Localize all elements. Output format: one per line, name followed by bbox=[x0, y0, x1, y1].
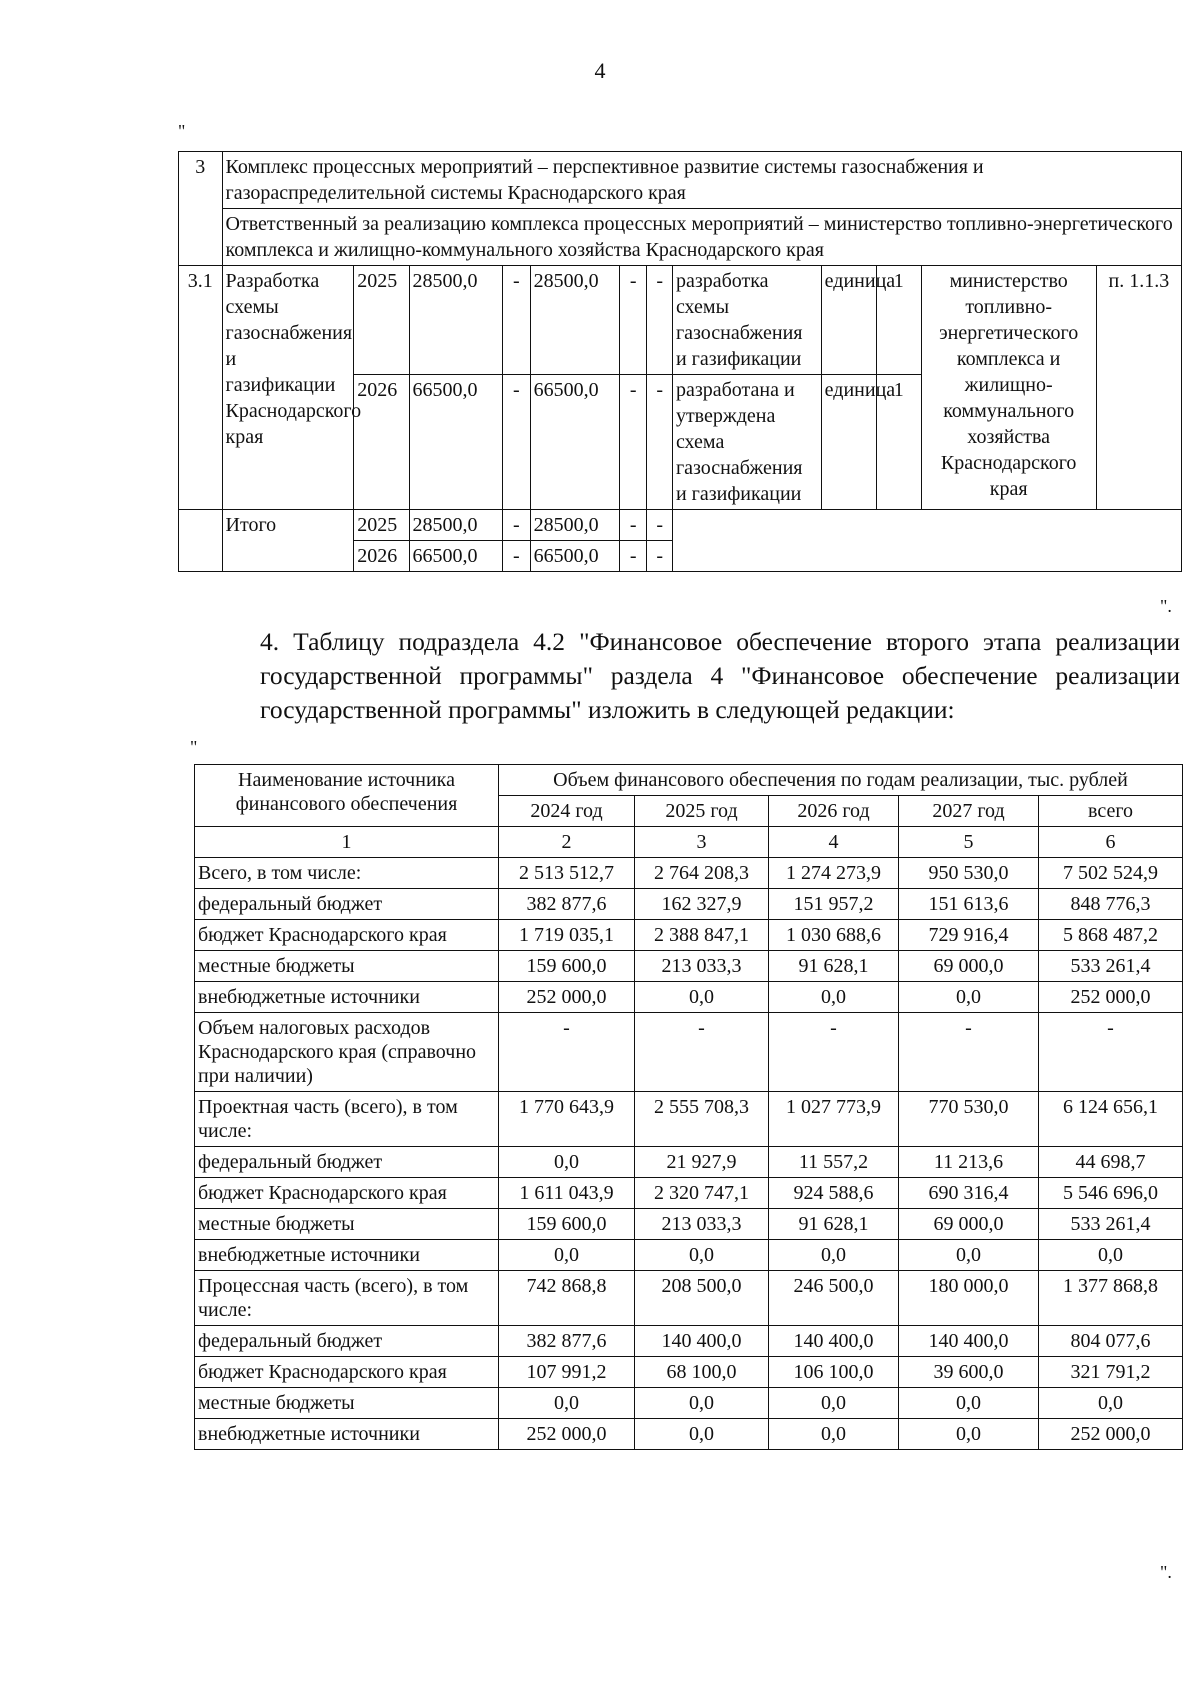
open-quote-mark: " bbox=[190, 737, 198, 757]
value-cell: 246 500,0 bbox=[769, 1271, 899, 1326]
empty-cell bbox=[179, 510, 223, 572]
activities-table bbox=[178, 151, 1182, 572]
financing-table bbox=[194, 764, 1183, 1450]
column-number: 1 bbox=[195, 827, 499, 858]
itogo-label: Итого bbox=[222, 510, 354, 572]
source-name-cell: местные бюджеты bbox=[195, 1209, 499, 1240]
value-cell: 68 100,0 bbox=[635, 1357, 769, 1388]
value-cell: 1 274 273,9 bbox=[769, 858, 899, 889]
regional-cell: 28500,0 bbox=[530, 510, 619, 541]
total-cell: 66500,0 bbox=[409, 541, 502, 572]
page-number: 4 bbox=[594, 58, 606, 83]
value-cell: 0,0 bbox=[499, 1147, 635, 1178]
value-cell: 140 400,0 bbox=[769, 1326, 899, 1357]
value-cell: 1 770 643,9 bbox=[499, 1092, 635, 1147]
value-cell: 151 613,6 bbox=[899, 889, 1039, 920]
year-header: 2025 год bbox=[635, 796, 769, 827]
volume-header: Объем финансового обеспечения по годам реализации, тыс. рублей bbox=[499, 765, 1183, 796]
value-cell: 2 764 208,3 bbox=[635, 858, 769, 889]
section-3-title-row bbox=[179, 152, 1182, 209]
column-number: 3 bbox=[635, 827, 769, 858]
source-name-cell: Проектная часть (всего), в том числе: bbox=[195, 1092, 499, 1147]
value-cell: 0,0 bbox=[499, 1388, 635, 1419]
value-cell: 0,0 bbox=[899, 1388, 1039, 1419]
value-cell: 44 698,7 bbox=[1039, 1147, 1183, 1178]
column-numbers-row bbox=[195, 827, 1183, 858]
table-row bbox=[195, 1178, 1183, 1209]
local-cell: - bbox=[619, 510, 647, 541]
value-cell: 91 628,1 bbox=[769, 951, 899, 982]
executor-cell: министерство топливно-энергетического комплекса и жилищно-коммунального хозяйства Краснодарского края bbox=[921, 266, 1096, 510]
value-cell: 7 502 524,9 bbox=[1039, 858, 1183, 889]
value-cell: 69 000,0 bbox=[899, 1209, 1039, 1240]
local-cell: - bbox=[619, 375, 647, 510]
itogo-row-2025 bbox=[179, 510, 1182, 541]
value-cell: 0,0 bbox=[635, 1240, 769, 1271]
value-cell: 159 600,0 bbox=[499, 951, 635, 982]
value-cell: 0,0 bbox=[769, 1419, 899, 1450]
source-header: Наименование источника финансового обеспечения bbox=[195, 765, 499, 827]
open-quote-mark: " bbox=[178, 121, 186, 141]
source-name-cell: внебюджетные источники bbox=[195, 982, 499, 1013]
value-cell: 106 100,0 bbox=[769, 1357, 899, 1388]
year-header: всего bbox=[1039, 796, 1183, 827]
total-cell: 28500,0 bbox=[409, 510, 502, 541]
value-cell: 1 611 043,9 bbox=[499, 1178, 635, 1209]
source-name-cell: внебюджетные источники bbox=[195, 1419, 499, 1450]
value-cell: 252 000,0 bbox=[1039, 982, 1183, 1013]
federal-cell: - bbox=[503, 510, 531, 541]
close-quote-mark: ". bbox=[1160, 596, 1172, 616]
value-cell: - bbox=[1039, 1013, 1183, 1092]
result-cell: разработана и утверждена схема газоснабжения и газификации bbox=[672, 375, 821, 510]
value-cell: 729 916,4 bbox=[899, 920, 1039, 951]
regional-cell: 66500,0 bbox=[530, 541, 619, 572]
local-cell: - bbox=[619, 266, 647, 375]
value-cell: 11 557,2 bbox=[769, 1147, 899, 1178]
value-cell: 804 077,6 bbox=[1039, 1326, 1183, 1357]
section-title: Комплекс процессных мероприятий – перспективное развитие системы газоснабжения и газораспределительной системы Краснодарского края bbox=[222, 152, 1181, 209]
extra-budget-cell: - bbox=[647, 541, 672, 572]
result-cell: разработка схемы газоснабжения и газификации bbox=[672, 266, 821, 375]
value-cell: 1 719 035,1 bbox=[499, 920, 635, 951]
regional-cell: 28500,0 bbox=[530, 266, 619, 375]
value-cell: 0,0 bbox=[899, 1419, 1039, 1450]
source-name-cell: Объем налоговых расходов Краснодарского края (справочно при наличии) bbox=[195, 1013, 499, 1092]
value-cell: 107 991,2 bbox=[499, 1357, 635, 1388]
column-number: 2 bbox=[499, 827, 635, 858]
value-cell: 1 027 773,9 bbox=[769, 1092, 899, 1147]
value-cell: 2 320 747,1 bbox=[635, 1178, 769, 1209]
source-name-cell: федеральный бюджет bbox=[195, 1147, 499, 1178]
section-responsible: Ответственный за реализацию комплекса процессных мероприятий – министерство топливно-энергетического комплекса и жилищно-коммунального хозяйства Краснодарского края bbox=[222, 209, 1181, 266]
source-name-cell: Всего, в том числе: bbox=[195, 858, 499, 889]
column-number: 4 bbox=[769, 827, 899, 858]
value-cell: 213 033,3 bbox=[635, 951, 769, 982]
value-cell: 1 bbox=[876, 375, 921, 510]
table-row bbox=[195, 858, 1183, 889]
federal-cell: - bbox=[503, 375, 531, 510]
value-cell: 0,0 bbox=[769, 1240, 899, 1271]
value-cell: 924 588,6 bbox=[769, 1178, 899, 1209]
value-cell: - bbox=[769, 1013, 899, 1092]
value-cell: 6 124 656,1 bbox=[1039, 1092, 1183, 1147]
table-row bbox=[195, 1092, 1183, 1147]
value-cell: 950 530,0 bbox=[899, 858, 1039, 889]
value-cell: 382 877,6 bbox=[499, 1326, 635, 1357]
source-name-cell: Процессная часть (всего), в том числе: bbox=[195, 1271, 499, 1326]
value-cell: 252 000,0 bbox=[499, 982, 635, 1013]
value-cell: 140 400,0 bbox=[899, 1326, 1039, 1357]
source-name-cell: местные бюджеты bbox=[195, 1388, 499, 1419]
table-row bbox=[195, 1388, 1183, 1419]
unit-cell: единица bbox=[821, 375, 876, 510]
activity-row-2025 bbox=[179, 266, 1182, 375]
value-cell: 382 877,6 bbox=[499, 889, 635, 920]
year-cell: 2025 bbox=[354, 266, 409, 375]
column-number: 5 bbox=[899, 827, 1039, 858]
extra-budget-cell: - bbox=[647, 266, 672, 375]
value-cell: 208 500,0 bbox=[635, 1271, 769, 1326]
value-cell: 533 261,4 bbox=[1039, 1209, 1183, 1240]
link-cell: п. 1.1.3 bbox=[1096, 266, 1181, 510]
federal-cell: - bbox=[503, 541, 531, 572]
value-cell: 2 513 512,7 bbox=[499, 858, 635, 889]
value-cell: 0,0 bbox=[899, 1240, 1039, 1271]
source-name-cell: местные бюджеты bbox=[195, 951, 499, 982]
year-cell: 2026 bbox=[354, 375, 409, 510]
value-cell: 5 868 487,2 bbox=[1039, 920, 1183, 951]
value-cell: 180 000,0 bbox=[899, 1271, 1039, 1326]
value-cell: 0,0 bbox=[769, 982, 899, 1013]
value-cell: 0,0 bbox=[499, 1240, 635, 1271]
value-cell: 0,0 bbox=[899, 982, 1039, 1013]
column-number: 6 bbox=[1039, 827, 1183, 858]
value-cell: 5 546 696,0 bbox=[1039, 1178, 1183, 1209]
source-name-cell: бюджет Краснодарского края bbox=[195, 920, 499, 951]
local-cell: - bbox=[619, 541, 647, 572]
financing-rows bbox=[195, 858, 1183, 1450]
value-cell: 0,0 bbox=[635, 1419, 769, 1450]
value-cell: 1 030 688,6 bbox=[769, 920, 899, 951]
extra-budget-cell: - bbox=[647, 375, 672, 510]
source-name-cell: внебюджетные источники bbox=[195, 1240, 499, 1271]
value-cell: 0,0 bbox=[1039, 1388, 1183, 1419]
value-cell: 39 600,0 bbox=[899, 1357, 1039, 1388]
source-name-cell: федеральный бюджет bbox=[195, 889, 499, 920]
value-cell: 11 213,6 bbox=[899, 1147, 1039, 1178]
table-row bbox=[195, 920, 1183, 951]
table-row bbox=[195, 889, 1183, 920]
value-cell: 21 927,9 bbox=[635, 1147, 769, 1178]
value-cell: 848 776,3 bbox=[1039, 889, 1183, 920]
value-cell: 0,0 bbox=[635, 1388, 769, 1419]
value-cell: 1 377 868,8 bbox=[1039, 1271, 1183, 1326]
value-cell: 140 400,0 bbox=[635, 1326, 769, 1357]
activity-name: Разработка схемы газоснабжения и газификации Краснодарского края bbox=[222, 266, 354, 510]
value-cell: 2 388 847,1 bbox=[635, 920, 769, 951]
value-cell: 770 530,0 bbox=[899, 1092, 1039, 1147]
value-cell: 533 261,4 bbox=[1039, 951, 1183, 982]
amendment-paragraph bbox=[190, 625, 1180, 727]
activity-number: 3.1 bbox=[179, 266, 223, 510]
table-row bbox=[195, 1419, 1183, 1450]
value-cell: 162 327,9 bbox=[635, 889, 769, 920]
total-cell: 66500,0 bbox=[409, 375, 502, 510]
value-cell: 252 000,0 bbox=[499, 1419, 635, 1450]
year-cell: 2026 bbox=[354, 541, 409, 572]
table-row bbox=[195, 1326, 1183, 1357]
section-number: 3 bbox=[179, 152, 223, 266]
year-header: 2024 год bbox=[499, 796, 635, 827]
paragraph-text: 4. Таблицу подраздела 4.2 "Финансовое обеспечение второго этапа реализации государственной программы" раздела 4 "Финансовое обеспечение реализации государственной программы" изложить в следующей редакции: bbox=[260, 627, 1180, 724]
value-cell: 69 000,0 bbox=[899, 951, 1039, 982]
table-row bbox=[195, 1209, 1183, 1240]
value-cell: - bbox=[635, 1013, 769, 1092]
table-row bbox=[195, 1240, 1183, 1271]
value-cell: 0,0 bbox=[1039, 1240, 1183, 1271]
value-cell: 2 555 708,3 bbox=[635, 1092, 769, 1147]
table-row bbox=[195, 951, 1183, 982]
table-row bbox=[195, 1271, 1183, 1326]
unit-cell: единица bbox=[821, 266, 876, 375]
table-row bbox=[195, 1013, 1183, 1092]
section-3-responsible-row bbox=[179, 209, 1182, 266]
empty-cell bbox=[672, 510, 1181, 572]
value-cell: 1 bbox=[876, 266, 921, 375]
source-name-cell: федеральный бюджет bbox=[195, 1326, 499, 1357]
total-cell: 28500,0 bbox=[409, 266, 502, 375]
value-cell: 0,0 bbox=[635, 982, 769, 1013]
year-header: 2026 год bbox=[769, 796, 899, 827]
value-cell: 213 033,3 bbox=[635, 1209, 769, 1240]
header-row bbox=[195, 765, 1183, 796]
value-cell: - bbox=[499, 1013, 635, 1092]
table-row bbox=[195, 982, 1183, 1013]
source-name-cell: бюджет Краснодарского края bbox=[195, 1357, 499, 1388]
value-cell: 321 791,2 bbox=[1039, 1357, 1183, 1388]
value-cell: 151 957,2 bbox=[769, 889, 899, 920]
value-cell: - bbox=[899, 1013, 1039, 1092]
value-cell: 0,0 bbox=[769, 1388, 899, 1419]
table-row bbox=[195, 1147, 1183, 1178]
year-cell: 2025 bbox=[354, 510, 409, 541]
value-cell: 252 000,0 bbox=[1039, 1419, 1183, 1450]
value-cell: 742 868,8 bbox=[499, 1271, 635, 1326]
federal-cell: - bbox=[503, 266, 531, 375]
close-quote-mark: ". bbox=[1160, 1562, 1172, 1582]
extra-budget-cell: - bbox=[647, 510, 672, 541]
regional-cell: 66500,0 bbox=[530, 375, 619, 510]
table-row bbox=[195, 1357, 1183, 1388]
value-cell: 91 628,1 bbox=[769, 1209, 899, 1240]
source-name-cell: бюджет Краснодарского края bbox=[195, 1178, 499, 1209]
value-cell: 690 316,4 bbox=[899, 1178, 1039, 1209]
year-header: 2027 год bbox=[899, 796, 1039, 827]
value-cell: 159 600,0 bbox=[499, 1209, 635, 1240]
